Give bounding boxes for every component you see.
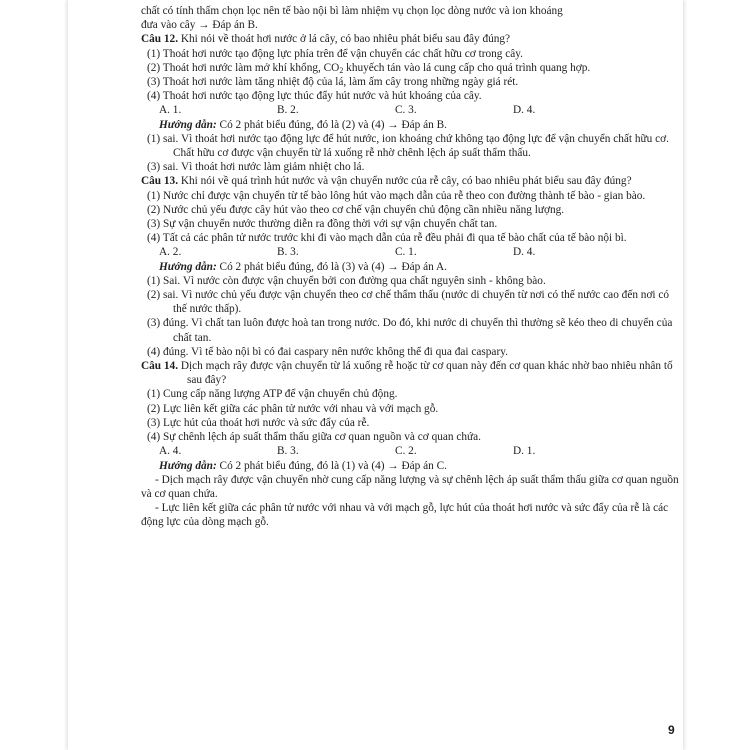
q13-explanation-4: (4) đúng. Vì tế bào nội bì có đai caspary nên nước không thể đi qua đai caspary. <box>147 345 508 358</box>
q12-choice-a: A. 1. <box>159 104 182 117</box>
q13-choice-b: B. 3. <box>277 246 299 259</box>
q13-choices <box>141 245 681 259</box>
q14-choice-c: C. 2. <box>395 445 417 458</box>
question-13 <box>141 174 681 188</box>
q14-guide-label: Hướng dẫn: <box>159 459 217 472</box>
q14-statement-3: (3) Lực hút của thoát hơi nước và sức đẩy của rễ. <box>147 416 370 429</box>
q13-guide-text: Có 2 phát biểu đúng, đó là (3) và (4) → Đáp án A. <box>216 260 448 273</box>
page-number: 9 <box>668 723 675 737</box>
question-12-label: Câu 12. <box>141 33 179 46</box>
q14-guide <box>141 459 681 473</box>
q12-statement-2-rest: khuyếch tán vào lá cung cấp cho quá trình quang hợp. <box>343 61 591 74</box>
q12-statement-3: (3) Thoát hơi nước làm tăng nhiệt độ của lá, làm ấm cây trong những ngày giá rét. <box>147 76 519 89</box>
q12-choice-b: B. 2. <box>277 104 299 117</box>
q13-explanation-3: (3) đúng. Vì chất tan luôn được hoà tan trong nước. Do đó, khi nước di chuyển thì thường sẽ kéo theo di chuyển của chất tan. <box>147 317 673 344</box>
q13-choice-a: A. 2. <box>159 246 182 259</box>
q13-explanation-2: (2) sai. Vì nước chủ yếu được vận chuyển theo cơ chế thẩm thấu (nước di chuyển từ nơi có thế nước cao đến nơi có thế nước thấp). <box>147 289 670 316</box>
q12-statement-2-sub: 2 <box>339 65 344 75</box>
q13-statement-3: (3) Sự vận chuyển nước thường diễn ra đồng thời với sự vận chuyển chất tan. <box>147 218 498 231</box>
q13-explanation-1: (1) Sai. Vì nước còn được vận chuyển bởi con đường qua chất nguyên sinh - không bào. <box>147 274 546 287</box>
document-page <box>68 0 683 750</box>
q12-choice-c: C. 3. <box>395 104 417 117</box>
question-14-label: Câu 14. <box>141 360 179 373</box>
q13-statement-1: (1) Nước chỉ được vận chuyển từ tế bào lông hút vào mạch dẫn của rễ theo con đường thành tế bào - gian bào. <box>147 189 646 202</box>
q13-guide-label: Hướng dẫn: <box>159 260 217 273</box>
q12-statement-2 <box>141 61 681 75</box>
question-14-text: Dịch mạch rây được vận chuyển từ lá xuống rễ hoặc từ cơ quan này đến cơ quan khác nhờ bao nhiêu nhân tố sau đây? <box>180 360 673 387</box>
q14-statement-4: (4) Sự chênh lệch áp suất thẩm thấu giữa cơ quan nguồn và cơ quan chứa. <box>147 431 481 444</box>
q14-choice-a: A. 4. <box>159 445 182 458</box>
q12-statement-1: (1) Thoát hơi nước tạo động lực phía trên để vận chuyển các chất hữu cơ trong cây. <box>147 47 524 60</box>
question-12-text: Khi nói về thoát hơi nước ở lá cây, có bao nhiêu phát biểu sau đây đúng? <box>180 33 511 46</box>
q14-choices <box>141 444 681 458</box>
q14-paragraph-1: - Dịch mạch rây được vận chuyển nhờ cung cấp năng lượng và sự chênh lệch áp suất thẩm thấu giữa cơ quan nguồn và cơ quan chứa. <box>141 473 679 500</box>
q12-statement-2-main: (2) Thoát hơi nước làm mở khí khổng, CO <box>147 61 340 74</box>
q13-choice-d: D. 4. <box>513 246 536 259</box>
q14-statement-1: (1) Cung cấp năng lượng ATP để vận chuyển chủ động. <box>147 388 398 401</box>
q12-guide-text: Có 2 phát biểu đúng, đó là (2) và (4) → Đáp án B. <box>216 118 448 131</box>
q13-statement-4: (4) Tất cả các phân tử nước trước khi đi vào mạch dẫn của rễ đều phải đi qua tế bào chất của tế bào nội bì. <box>147 232 627 245</box>
q14-paragraph-2: - Lực liên kết giữa các phân tử nước với nhau và với mạch gỗ, lực hút của thoát hơi nước và sức đẩy của rễ là các động lực của dòng mạch gỗ. <box>141 502 669 529</box>
q14-choice-b: B. 3. <box>277 445 299 458</box>
page-content <box>141 4 681 530</box>
intro-line-1: chất có tính thấm chọn lọc nên tế bào nội bì làm nhiệm vụ chọn lọc dòng nước và ion khoáng <box>141 5 563 17</box>
q12-guide-label: Hướng dẫn: <box>159 118 217 131</box>
q12-explanation-2: (3) sai. Vì thoát hơi nước làm giảm nhiệt cho lá. <box>147 161 365 174</box>
q13-statement-2: (2) Nước chủ yếu được cây hút vào theo cơ chế vận chuyển chủ động cần nhiều năng lượng. <box>147 203 565 216</box>
question-14 <box>141 359 681 387</box>
q12-choice-d: D. 4. <box>513 104 536 117</box>
q14-guide-text: Có 2 phát biểu đúng, đó là (1) và (4) → Đáp án C. <box>216 459 448 472</box>
q14-choice-d: D. 1. <box>513 445 536 458</box>
q14-statement-2: (2) Lực liên kết giữa các phân tử nước với nhau và với mạch gỗ. <box>147 402 439 415</box>
q12-explanation-1: (1) sai. Vì thoát hơi nước tạo động lực để hút nước, ion khoáng chứ không tạo động lực để vận chuyển chất hữu cơ. Chất hữu cơ được vận chuyển từ lá xuống rễ nhờ chênh lệch áp suất thẩm thấu. <box>147 132 669 160</box>
question-13-label: Câu 13. <box>141 175 179 188</box>
q12-statement-4: (4) Thoát hơi nước tạo động lực thúc đẩy hút nước và hút khoáng của cây. <box>147 90 482 103</box>
q13-guide <box>141 260 681 274</box>
intro-line-2: đưa vào cây → Đáp án B. <box>141 19 258 32</box>
q12-choices <box>141 103 681 117</box>
question-12 <box>141 32 681 46</box>
q13-choice-c: C. 1. <box>395 246 417 259</box>
q12-guide <box>141 118 681 132</box>
question-13-text: Khi nói về quá trình hút nước và vận chuyển nước của rễ cây, có bao nhiêu phát biểu sau đây đúng? <box>180 175 632 188</box>
